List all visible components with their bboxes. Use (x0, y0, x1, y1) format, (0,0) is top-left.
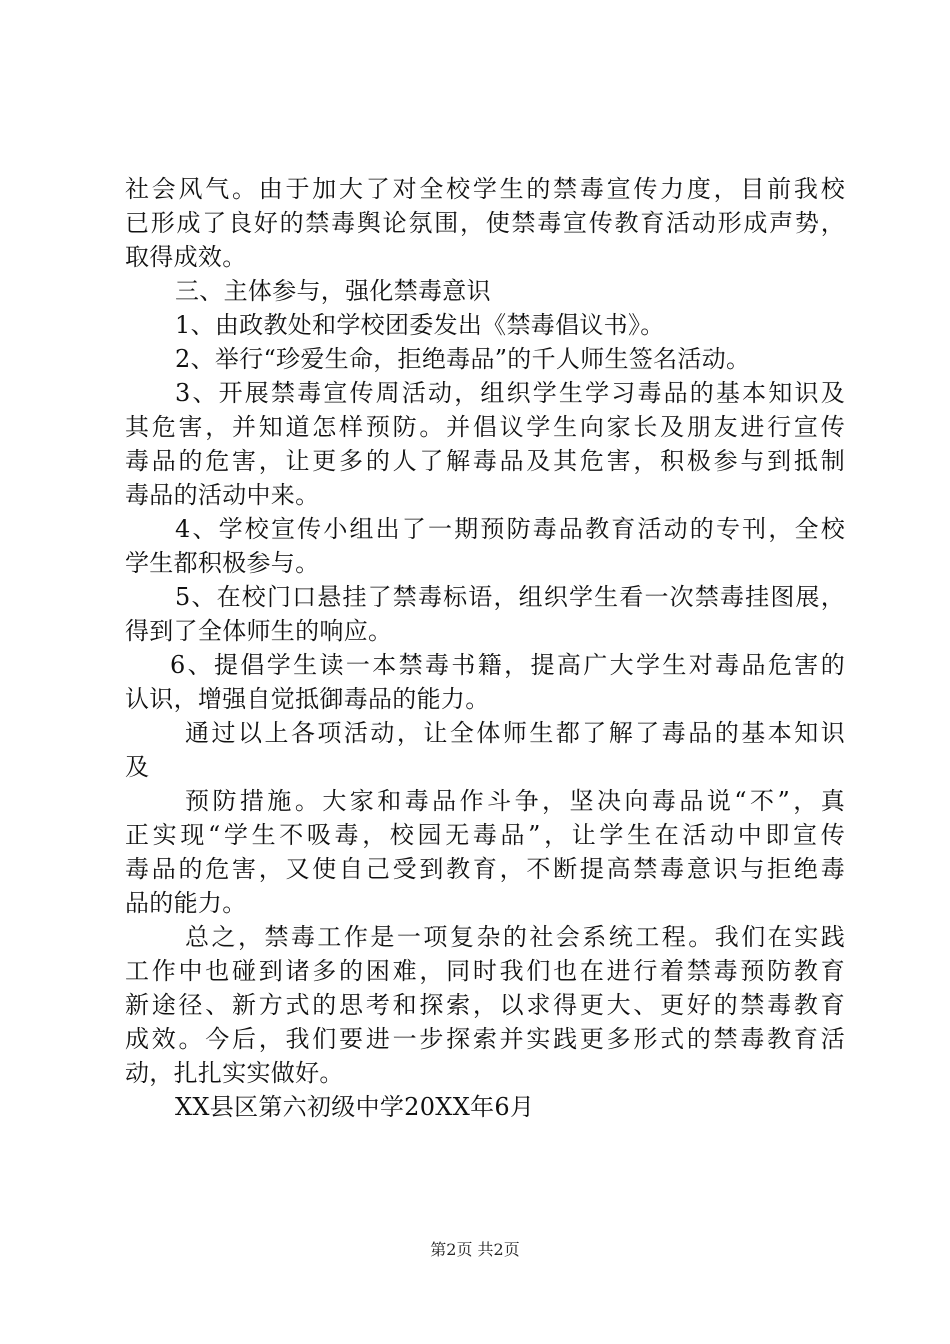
text-line: 社会风气。由于加大了对全校学生的禁毒宣传力度，目前我校 (125, 175, 845, 203)
text-line: 5、在校门口悬挂了禁毒标语，组织学生看一次禁毒挂图展， (175, 583, 845, 611)
text-line: 取得成效。 (125, 243, 247, 271)
text-line: 毒品的危害，让更多的人了解毒品及其危害，积极参与到抵制 (125, 447, 845, 475)
text-line: 已形成了良好的禁毒舆论氛围，使禁毒宣传教育活动形成声势， (125, 209, 845, 237)
text-line: 认识，增强自觉抵御毒品的能力。 (125, 685, 490, 713)
text-line: 动，扎扎实实做好。 (125, 1059, 344, 1087)
text-line: 成效。今后，我们要进一步探索并实践更多形式的禁毒教育活 (125, 1025, 845, 1053)
text-line: 总之，禁毒工作是一项复杂的社会系统工程。我们在实践 (185, 923, 845, 951)
text-line: 通过以上各项活动，让全体师生都了解了毒品的基本知识 (185, 719, 845, 747)
text-line: 毒品的危害，又使自己受到教育，不断提高禁毒意识与拒绝毒 (125, 855, 845, 883)
text-line: 2、举行“珍爱生命，拒绝毒品”的千人师生签名活动。 (175, 345, 751, 373)
text-line: 预防措施。大家和毒品作斗争，坚决向毒品说“不”，真 (185, 787, 845, 815)
text-line: 及 (125, 753, 150, 781)
document-body (125, 172, 845, 1124)
text-line: 其危害，并知道怎样预防。并倡议学生向家长及朋友进行宣传 (125, 413, 845, 441)
text-line: 毒品的活动中来。 (125, 481, 320, 509)
text-line: 1、由政教处和学校团委发出《禁毒倡议书》。 (175, 311, 665, 339)
text-line: 得到了全体师生的响应。 (125, 617, 393, 645)
page-footer: 第2页 共2页 (430, 1240, 520, 1259)
text-line: 工作中也碰到诸多的困难，同时我们也在进行着禁毒预防教育 (125, 957, 845, 985)
text-line: 3、开展禁毒宣传周活动，组织学生学习毒品的基本知识及 (175, 379, 845, 407)
text-line: 品的能力。 (125, 889, 247, 917)
text-line: 新途径、新方式的思考和探索，以求得更大、更好的禁毒教育 (125, 991, 845, 1019)
text-line: 学生都积极参与。 (125, 549, 320, 577)
text-line: 三、主体参与，强化禁毒意识 (175, 277, 491, 305)
text-line: 6、提倡学生读一本禁毒书籍，提高广大学生对毒品危害的 (170, 651, 845, 679)
text-line: 4、学校宣传小组出了一期预防毒品教育活动的专刊，全校 (175, 515, 845, 543)
text-line: 正实现“学生不吸毒，校园无毒品”，让学生在活动中即宣传 (125, 821, 845, 849)
text-line: XX县区第六初级中学20XX年6月 (175, 1093, 535, 1121)
